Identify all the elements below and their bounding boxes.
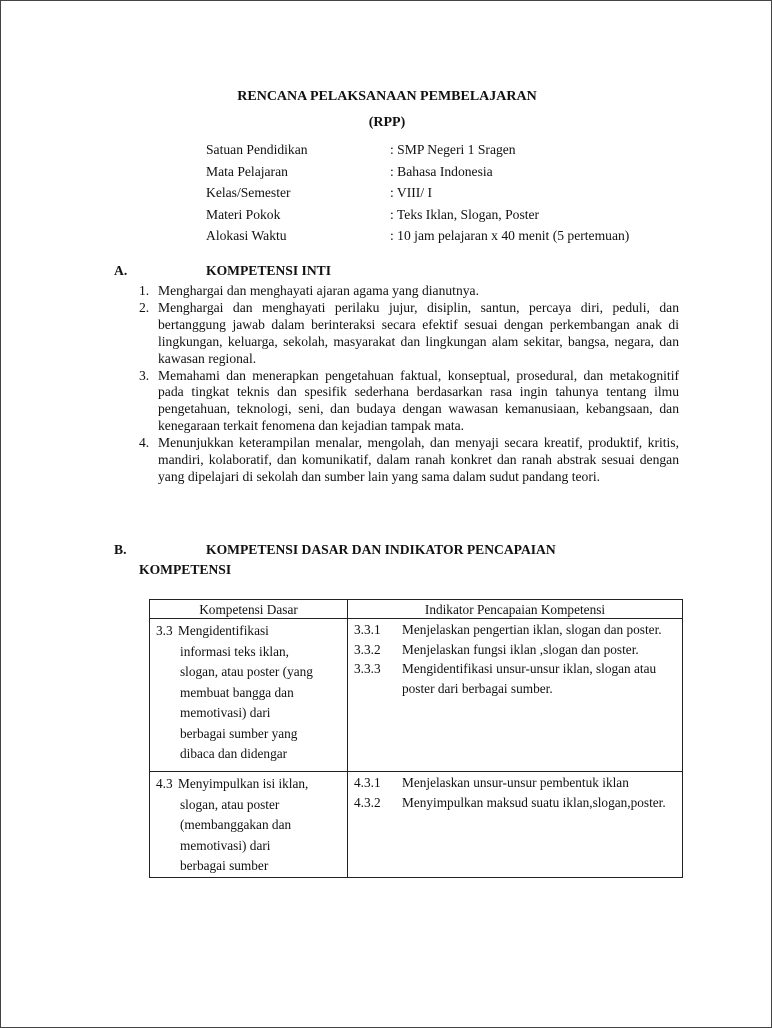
indicator-text: Menyimpulkan maksud suatu iklan,slogan,poster. [402,794,666,810]
kd-line: (membanggakan dan [180,817,292,832]
table-header-row [150,600,683,619]
kd-line: informasi teks iklan, [180,643,289,659]
meta-row-school [206,139,686,161]
list-number: 1. [139,283,150,298]
indicator-item [354,640,678,660]
competency-table [149,599,683,878]
meta-row-topic [206,204,686,226]
meta-label: Materi Pokok [206,206,281,222]
indicator-text: Menjelaskan pengertian iklan, slogan dan poster. [402,622,662,637]
document-subtitle: (RPP) [368,115,406,130]
section-b-heading-line1: KOMPETENSI DASAR DAN INDIKATOR PENCAPAIAN [206,542,556,557]
kd-line: memotivasi) dari [180,705,271,720]
kd-line: membuat bangga dan [180,684,294,700]
list-item [139,435,679,486]
kd-line: dibaca dan didengar [180,746,288,761]
list-item [139,300,679,368]
meta-value: : Teks Iklan, Slogan, Poster [390,206,540,222]
indicator-item [354,773,678,793]
section-b-heading-line2: KOMPETENSI [139,562,232,577]
indicator-code: 3.3.3 [354,661,381,676]
list-text: Memahami dan menerapkan pengetahuan faktual, konseptual, prosedural, dan metakognitif pada tingkat teknis dan spesifik sederhana berdasarkan rasa ingin tahunya tentang ilmu pengetahuan, teknologi, seni, dan budaya dengan wawasan kemanusiaan, kebangsaan, dan kenegaraan terkait fenomena dan kejadian tampak mata. [158,367,679,434]
document-title: RENCANA PELAKSANAAN PEMBELAJARAN [237,89,537,104]
kd-line: berbagai sumber [180,858,269,873]
column-header-indicator: Indikator Pencapaian Kompetensi [348,600,683,619]
core-competency-list [139,283,679,486]
meta-label: Satuan Pendidikan [206,142,308,157]
kd-line: slogan, atau poster [180,796,280,812]
basic-competency-cell [150,619,348,772]
kd-line [156,621,343,642]
kd-line: berbagai sumber yang [180,725,298,741]
indicator-item [354,793,678,813]
kd-text: Menyimpulkan isi iklan, [178,776,309,791]
meta-row-class [206,182,686,204]
kd-line: slogan, atau poster (yang [180,664,313,679]
list-number: 4. [139,435,150,451]
section-a-heading: KOMPETENSI INTI [206,263,332,278]
meta-row-subject [206,161,686,183]
basic-competency-cell [150,772,348,878]
list-number: 3. [139,367,150,383]
list-item [139,283,679,300]
indicator-code: 3.3.2 [354,641,381,657]
section-a-letter: A. [114,263,128,278]
meta-value: : 10 jam pelajaran x 40 menit (5 pertemuan) [390,228,630,244]
meta-row-time [206,225,686,247]
indicator-code: 3.3.1 [354,622,381,637]
meta-value: : VIII/ I [390,185,433,201]
meta-label: Kelas/Semester [206,185,291,201]
table-row [150,619,683,772]
list-text: Menunjukkan keterampilan menalar, mengolah, dan menyaji secara kreatif, produktif, kritis, mandiri, kolaboratif, dan komunikatif, dalam ranah konkret dan ranah abstrak sesuai dengan yang dipelajari di sekolah dan sumber lain yang sama dalam sudut pandang teori. [158,435,679,484]
meta-value: : Bahasa Indonesia [390,163,493,179]
identity-table [206,139,686,247]
kd-code: 3.3 [156,623,173,638]
indicator-cell [348,772,683,878]
indicator-code: 4.3.2 [354,794,381,810]
meta-value: : SMP Negeri 1 Sragen [390,142,516,157]
list-number: 2. [139,299,150,315]
section-b-letter: B. [114,542,127,557]
kd-line [156,774,343,795]
indicator-item [354,620,678,640]
list-item [139,368,679,436]
kd-code: 4.3 [156,776,173,791]
indicator-text: Mengidentifikasi unsur-unsur iklan, slogan atau poster dari berbagai sumber. [402,661,657,696]
column-header-basic-competency: Kompetensi Dasar [150,600,348,619]
indicator-cell [348,619,683,772]
indicator-text: Menjelaskan unsur-unsur pembentuk iklan [402,775,629,790]
list-text: Menghargai dan menghayati ajaran agama yang dianutnya. [158,283,479,298]
indicator-item [354,659,678,698]
list-text: Menghargai dan menghayati perilaku jujur, disiplin, santun, percaya diri, peduli, dan bertanggung jawab dalam berinteraksi secara efektif sesuai dengan perkembangan anak di lingkungan, keluarga, sekolah, masyarakat dan lingkungan alam sekitar, bangsa, negara, dan kawasan regional. [158,299,679,366]
kd-line: memotivasi) dari [180,837,271,853]
meta-label: Mata Pelajaran [206,163,288,179]
indicator-text: Menjelaskan fungsi iklan ,slogan dan poster. [402,641,639,657]
indicator-code: 4.3.1 [354,775,381,790]
table-row [150,772,683,878]
meta-label: Alokasi Waktu [206,228,287,244]
kd-text: Mengidentifikasi [178,623,269,638]
